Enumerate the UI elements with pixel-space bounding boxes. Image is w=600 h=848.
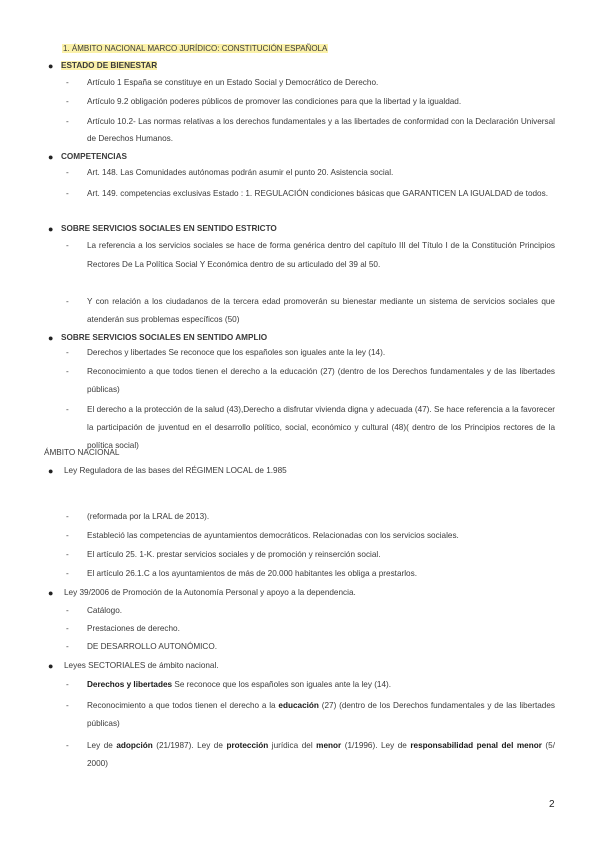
- text: (21/1987). Ley de: [152, 741, 227, 750]
- list-item: - El artículo 25. 1-K. prestar servicios sociales y de promoción y reinserción social.: [66, 550, 381, 559]
- list-item: - Art. 149. competencias exclusivas Estado : 1. REGULACIÓN condiciones básicas que GARANTICEN LA IGUALDAD de todos.: [66, 189, 548, 198]
- text: jurídica del: [268, 741, 317, 750]
- text: (27) (dentro de los Derechos fundamentales y de las libertades públicas): [87, 701, 555, 728]
- list-item: - El artículo 26.1.C a los ayuntamientos de más de 20.000 habitantes les obliga a prestarlos.: [66, 569, 417, 578]
- list-item: - Artículo 9.2 obligación poderes públicos de promover las condiciones para que la libertad y la igualdad.: [66, 97, 462, 106]
- list-item: - Art. 148. Las Comunidades autónomas podrán asumir el punto 20. Asistencia social.: [66, 168, 394, 177]
- page-number: 2: [549, 799, 555, 810]
- text: Reconocimiento a que todos tienen el derecho a la: [87, 701, 279, 710]
- list-item: - Artículo 10.2- Las normas relativas a los derechos fundamentales y a las libertades de conformidad con la Declaración Universal de Derechos Humanos.: [66, 117, 555, 143]
- bold-term: menor: [316, 741, 342, 750]
- list-item: - Ley de adopción (21/1987). Ley de protección jurídica del menor (1/1996). Ley de responsabilidad penal del menor (5/ 2000): [66, 741, 555, 768]
- list-item: - Estableció las competencias de ayuntamientos democráticos. Relacionadas con los servicios sociales.: [66, 531, 459, 540]
- list-item: - La referencia a los servicios sociales se hace de forma genérica dentro del capítulo III del Título I de la Constitución Principios Rectores De La Política Social Y Económica dentro de su articulado del 39 al 50.: [66, 241, 555, 269]
- text: (1/1996). Ley de: [341, 741, 411, 750]
- list-item: - Y con relación a los ciudadanos de la tercera edad promoverán su bienestar mediante un sistema de servicios sociales que atenderán sus problemas específicos (50): [66, 297, 555, 324]
- list-item: - El derecho a la protección de la salud (43),Derecho a disfrutar vivienda digna y adecuada (47). Se hace referencia a la favorecer la participación de juventud en el desarrollo político, social, económico y cultural (48)( dentro de los Principios rectores de la política social): [66, 405, 555, 450]
- text: Ley de: [87, 741, 117, 750]
- list-item: - (reformada por la LRAL de 2013).: [66, 512, 210, 521]
- text: (5/ 2000): [87, 741, 555, 768]
- list-item: - Artículo 1 España se constituye en un Estado Social y Democrático de Derecho.: [66, 78, 379, 87]
- list-item: - Derechos y libertades Se reconoce que los españoles son iguales ante la ley (14).: [66, 680, 392, 689]
- text: Se reconoce que los españoles son iguales ante la ley (14).: [172, 680, 392, 689]
- section-heading: 1. ÁMBITO NACIONAL MARCO JURÍDICO: CONSTITUCIÓN ESPAÑOLA: [63, 44, 328, 53]
- list-item: - Reconocimiento a que todos tienen el derecho a la educación (27) (dentro de los Derechos fundamentales y de las libertades públicas): [66, 367, 555, 394]
- bold-term: responsabilidad penal del menor: [410, 741, 542, 750]
- bold-term: educación: [278, 701, 319, 710]
- list-item: - Reconocimiento a que todos tienen el derecho a la educación (27) (dentro de los Derechos fundamentales y de las libertades públicas): [66, 701, 555, 728]
- bold-term: adopción: [116, 741, 153, 750]
- list-item: - Catálogo.: [66, 606, 123, 615]
- bold-term: Derechos y libertades: [87, 680, 173, 689]
- bold-term: protección: [226, 741, 269, 750]
- list-item: - Prestaciones de derecho.: [66, 624, 180, 633]
- list-item: - Derechos y libertades Se reconoce que los españoles son iguales ante la ley (14).: [66, 348, 386, 357]
- subsection-title: ÁMBITO NACIONAL: [44, 448, 120, 457]
- document-page: 1. ÁMBITO NACIONAL MARCO JURÍDICO: CONSTITUCIÓN ESPAÑOLA ● ESTADO DE BIENESTAR - Artículo 1 España se constituye en un Estado Social y Democrático de Derecho. - Artículo 9.2 obligación poderes públicos de promover las condiciones para que la libertad y la igualdad. - Artículo 10.2- Las normas relativas a los derechos fundamentales y a las libertades de conformidad con la Declaración Universal de Derechos Humanos. ● COMPETENCIAS - Art. 148. Las Comunidades autónomas podrán asumir el punto 20. Asistencia social. - Art. 149. competencias exclusivas Estado : 1. REGULACIÓN condiciones básicas que GARANTICEN LA IGUALDAD de todos. ● SOBRE SERVICIOS SOCIALES EN SENTIDO ESTRICTO - La referencia a los servicios sociales se hace de forma genérica dentro del capítulo III del Título I de la Constitución Principios Rectores De La Política Social Y Económica dentro de su articulado del 39 al 50. - Y con relación a los ciudadanos de la tercera edad promoverán su bienestar mediante un sistema de servicios sociales que atenderán sus problemas específicos (50) ● SOBRE SERVICIOS SOCIALES EN SENTIDO AMPLIO - Derechos y libertades Se reconoce que los españoles son iguales ante la ley (14). - Reconocimiento a que todos tienen el derecho a la educación (27) (dentro de los Derechos fundamentales y de las libertades públicas) - El derecho a la protección de la salud (43),Derecho a disfrutar vivienda digna y adecuada (47). Se hace referencia a la favorecer la participación de juventud en el desarrollo político, social, económico y cultural (48)( dentro de los Principios rectores de la política social) ÁMBITO NACIONAL ● Ley Reguladora de las bases del RÉGIMEN LOCAL de 1.985 - (reformada por la LRAL de 2013). - Estableció las competencias de ayuntamientos democráticos. Relacionadas con los servicios sociales. - El artículo 25. 1-K. prestar servicios sociales y de promoción y reinserción social. - El artículo 26.1.C a los ayuntamientos de más de 20.000 habitantes les obliga a prestarlos. ● Ley 39/2006 de Promoción de la Autonomía Personal y apoyo a la dependencia. - Catálogo. - Prestaciones de derecho. - DE DESARROLLO AUTONÓMICO. ● Leyes SECTORIALES de ámbito nacional. - Derechos y libertades Se reconoce que los españoles son iguales ante la ley (14). - Reconocimiento a que todos tienen el derecho a la educación (27) (dentro de los Derechos fundamentales y de las libertades públicas) - Ley de adopción (21/1987). Ley de protección jurídica del menor (1/1996). Ley de responsabilidad penal del menor (5/ 2000) 2: [44, 44, 555, 810]
- list-item: - DE DESARROLLO AUTONÓMICO.: [66, 642, 217, 651]
